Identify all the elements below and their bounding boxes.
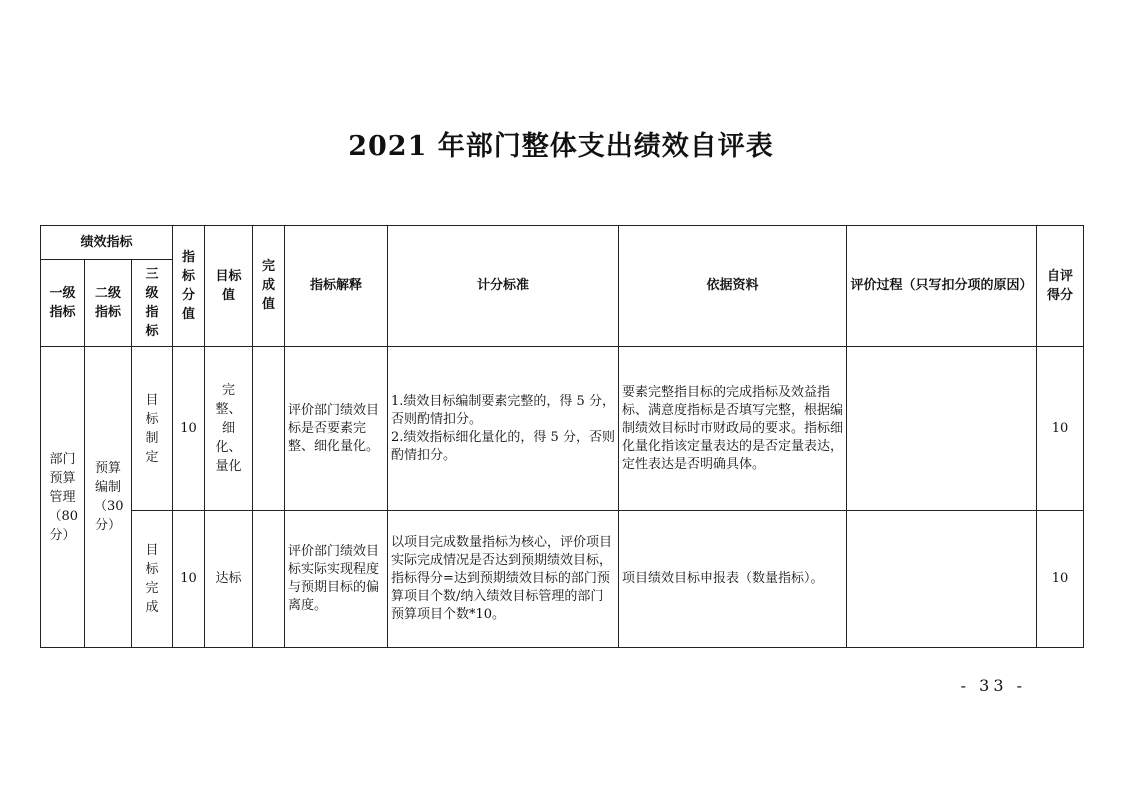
target-cell: 达标: [205, 511, 253, 648]
level3-cell: 目标完成: [132, 511, 173, 648]
score-cell: 10: [173, 511, 205, 648]
completion-cell: [253, 511, 285, 648]
header-level3: 三级指标: [132, 260, 173, 347]
criteria-cell: 以项目完成数量指标为核心，评价项目实际完成情况是否达到预期绩效目标，指标得分=达到预期绩效目标的部门预算项目个数/纳入绩效目标管理的部门预算项目个数*10。: [388, 511, 619, 648]
header-level1: 一级指标: [41, 260, 85, 347]
score-cell: 10: [173, 347, 205, 511]
explanation-cell: 评价部门绩效目标实际实现程度与预期目标的偏离度。: [285, 511, 388, 648]
header-row-1: [41, 226, 1084, 260]
self-score-cell: 10: [1037, 347, 1084, 511]
header-completion: 完成值: [253, 226, 285, 347]
level2-cell: 预算编制（30分）: [85, 347, 132, 648]
header-target: 目标值: [205, 226, 253, 347]
table-row: [41, 511, 1084, 648]
header-basis: 依据资料: [619, 226, 847, 347]
basis-cell: 项目绩效目标申报表（数量指标）。: [619, 511, 847, 648]
basis-cell: 要素完整指目标的完成指标及效益指标、满意度指标是否填写完整，根据编制绩效目标时市财政局的要求。指标细化量化指该定量表达的是否定量表达，定性表达是否明确具体。: [619, 347, 847, 511]
performance-table: [40, 225, 1084, 648]
header-indicators: 绩效指标: [41, 226, 173, 260]
page-number: - 33 -: [960, 676, 1026, 695]
criteria-cell: 1.绩效目标编制要素完整的，得 5 分，否则酌情扣分。 2.绩效指标细化量化的，得 5 分，否则酌情扣分。: [388, 347, 619, 511]
process-cell: [847, 347, 1037, 511]
header-explanation: 指标解释: [285, 226, 388, 347]
table-row: [41, 347, 1084, 511]
process-cell: [847, 511, 1037, 648]
header-self-score: 自评得分: [1037, 226, 1084, 347]
header-process: 评价过程（只写扣分项的原因）: [847, 226, 1037, 347]
page-title: 2021 年部门整体支出绩效自评表: [348, 131, 774, 162]
target-cell: 完整、细化、量化: [205, 347, 253, 511]
level3-cell: 目标制定: [132, 347, 173, 511]
header-score: 指标分值: [173, 226, 205, 347]
explanation-cell: 评价部门绩效目标是否要素完整、细化量化。: [285, 347, 388, 511]
self-score-cell: 10: [1037, 511, 1084, 648]
level1-cell: 部门预算管理（80分）: [41, 347, 85, 648]
header-criteria: 计分标准: [388, 226, 619, 347]
header-level2: 二级指标: [85, 260, 132, 347]
completion-cell: [253, 347, 285, 511]
